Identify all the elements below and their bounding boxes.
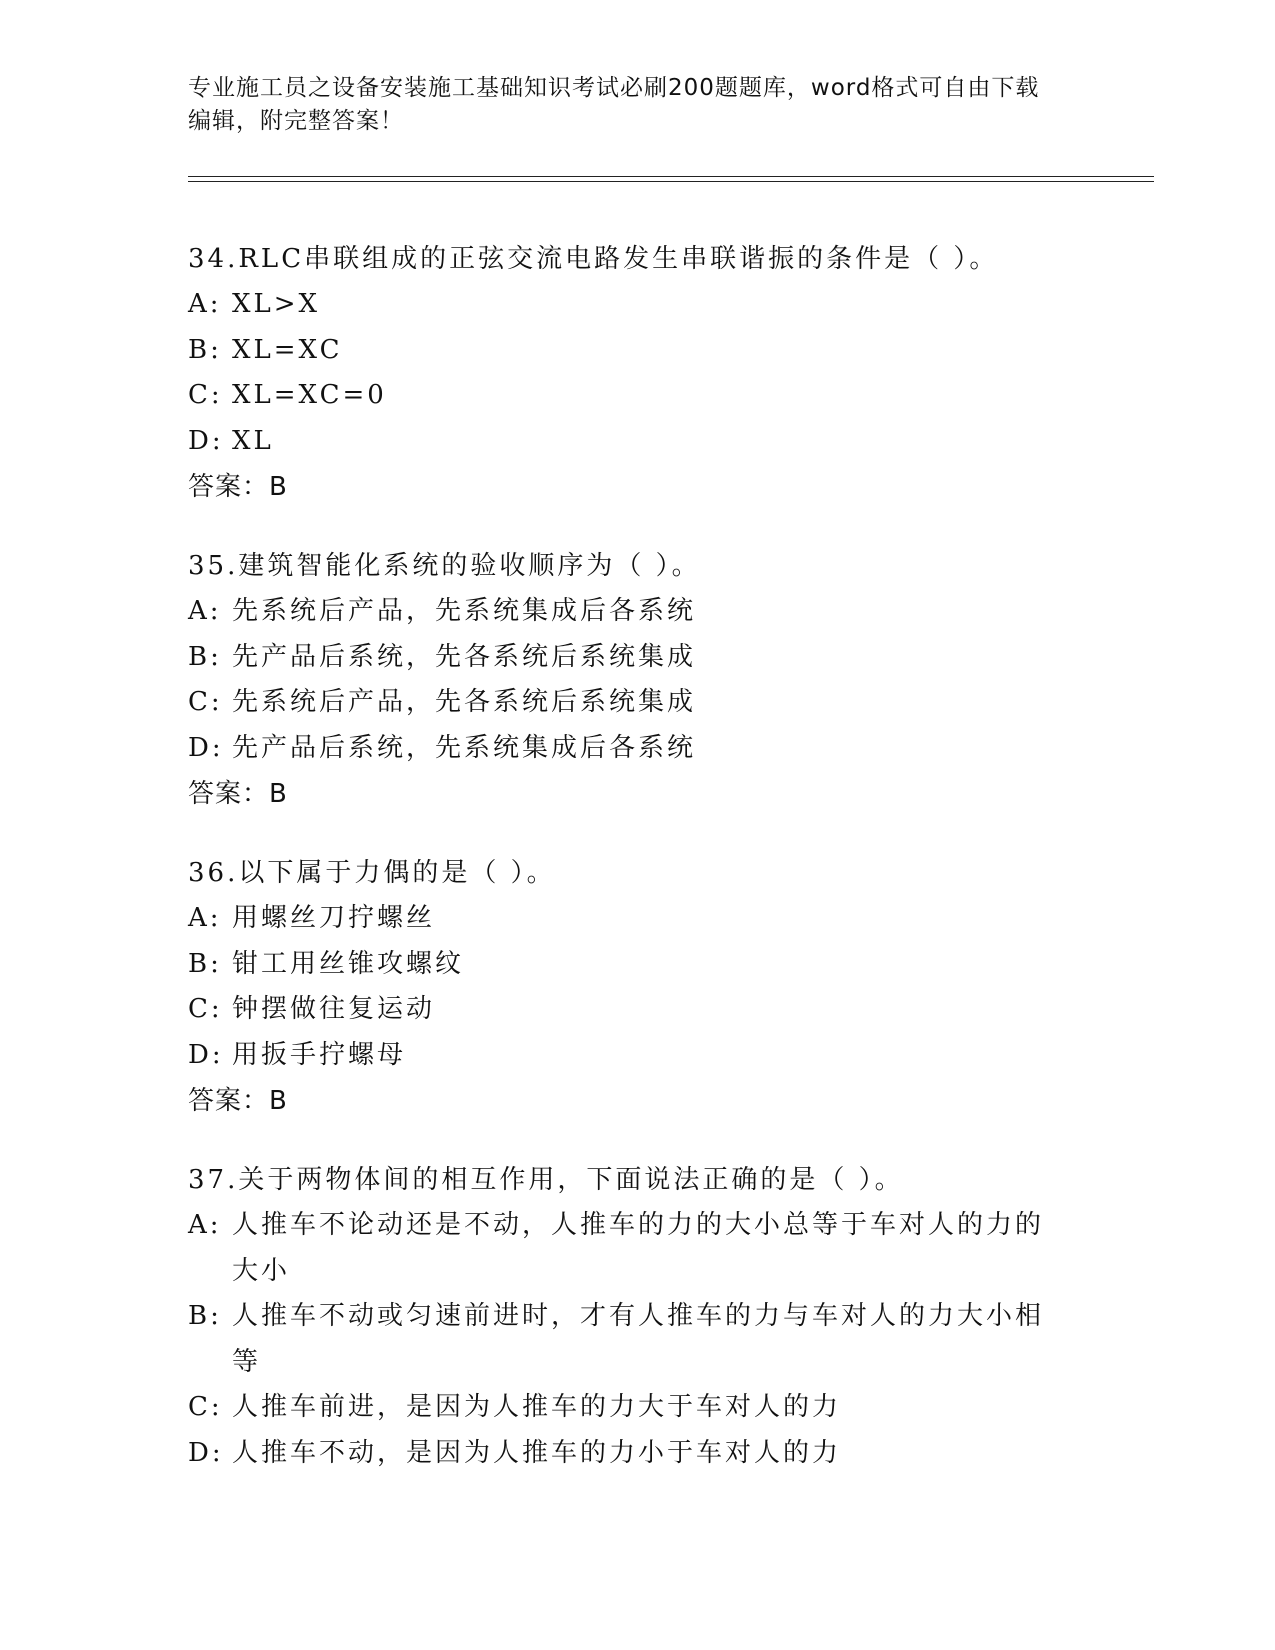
option-key: C: (188, 687, 223, 717)
option-key: A: (188, 596, 222, 626)
question-stem: 35.建筑智能化系统的验收顺序为（ ）。 (188, 551, 701, 581)
option-key: A: (188, 903, 222, 933)
option-key: C: (188, 380, 223, 410)
option-text: 人推车不动或匀速前进时，才有人推车的力与车对人的力大小相等 (232, 1301, 1045, 1377)
option-d (188, 1033, 1068, 1079)
option-key: D: (188, 1437, 224, 1468)
question-36 (188, 850, 1068, 1124)
question-35 (188, 543, 1068, 817)
option-text: XL=XC (232, 334, 343, 365)
header-line-2: 编辑，附完整答案！ (188, 108, 404, 134)
option-text: XL>X (232, 289, 321, 319)
option-a (188, 896, 1068, 942)
answer-line: 答案：B (188, 472, 288, 502)
option-text: XL=XC=0 (232, 380, 387, 410)
option-text: 先系统后产品，先各系统后系统集成 (232, 687, 697, 717)
option-key: A: (188, 289, 222, 319)
option-text: XL (232, 425, 274, 456)
answer-line: 答案：B (188, 1086, 288, 1116)
option-text: 人推车不动，是因为人推车的力小于车对人的力 (232, 1437, 842, 1468)
option-key: B: (188, 334, 222, 365)
option-text: 钳工用丝锥攻螺纹 (232, 948, 465, 979)
option-b (188, 1294, 1068, 1385)
option-text: 先系统后产品，先系统集成后各系统 (232, 596, 697, 626)
option-d (188, 1431, 1068, 1477)
option-d (188, 419, 1068, 465)
option-key: D: (188, 425, 224, 456)
option-text: 钟摆做往复运动 (232, 994, 436, 1024)
header-line-1: 专业施工员之设备安装施工基础知识考试必刷200题题库，word格式可自由下载 (188, 75, 1040, 101)
option-b (188, 328, 1068, 374)
option-key: B: (188, 641, 222, 672)
question-stem: 36.以下属于力偶的是（ ）。 (188, 858, 556, 888)
option-text: 用螺丝刀拧螺丝 (232, 903, 436, 933)
header-divider-top (188, 176, 1154, 177)
header-divider-bottom (188, 181, 1154, 182)
option-key: D: (188, 1039, 224, 1070)
option-key: B: (188, 1301, 222, 1331)
option-text: 用扳手拧螺母 (232, 1039, 407, 1070)
option-c (188, 1385, 1068, 1431)
question-stem: 34.RLC串联组成的正弦交流电路发生串联谐振的条件是（ ）。 (188, 244, 999, 274)
question-stem: 37.关于两物体间的相互作用，下面说法正确的是（ ）。 (188, 1165, 904, 1195)
answer-line: 答案：B (188, 779, 288, 809)
option-key: A: (188, 1210, 222, 1240)
option-a (188, 1203, 1068, 1294)
option-text: 人推车不论动还是不动，人推车的力的大小总等于车对人的力的大小 (232, 1210, 1045, 1286)
option-key: C: (188, 994, 223, 1024)
option-text: 人推车前进，是因为人推车的力大于车对人的力 (232, 1392, 842, 1422)
option-text: 先产品后系统，先各系统后系统集成 (232, 641, 697, 672)
document-header (188, 72, 1068, 138)
option-key: C: (188, 1392, 223, 1422)
option-c (188, 987, 1068, 1033)
option-c (188, 373, 1068, 419)
option-b (188, 942, 1068, 988)
option-key: B: (188, 948, 222, 979)
question-list (188, 236, 1068, 1509)
question-34 (188, 236, 1068, 510)
option-c (188, 680, 1068, 726)
option-d (188, 726, 1068, 772)
option-a (188, 589, 1068, 635)
option-b (188, 635, 1068, 681)
question-37 (188, 1157, 1068, 1476)
option-key: D: (188, 732, 224, 763)
option-text: 先产品后系统，先系统集成后各系统 (232, 732, 697, 763)
option-a (188, 282, 1068, 328)
